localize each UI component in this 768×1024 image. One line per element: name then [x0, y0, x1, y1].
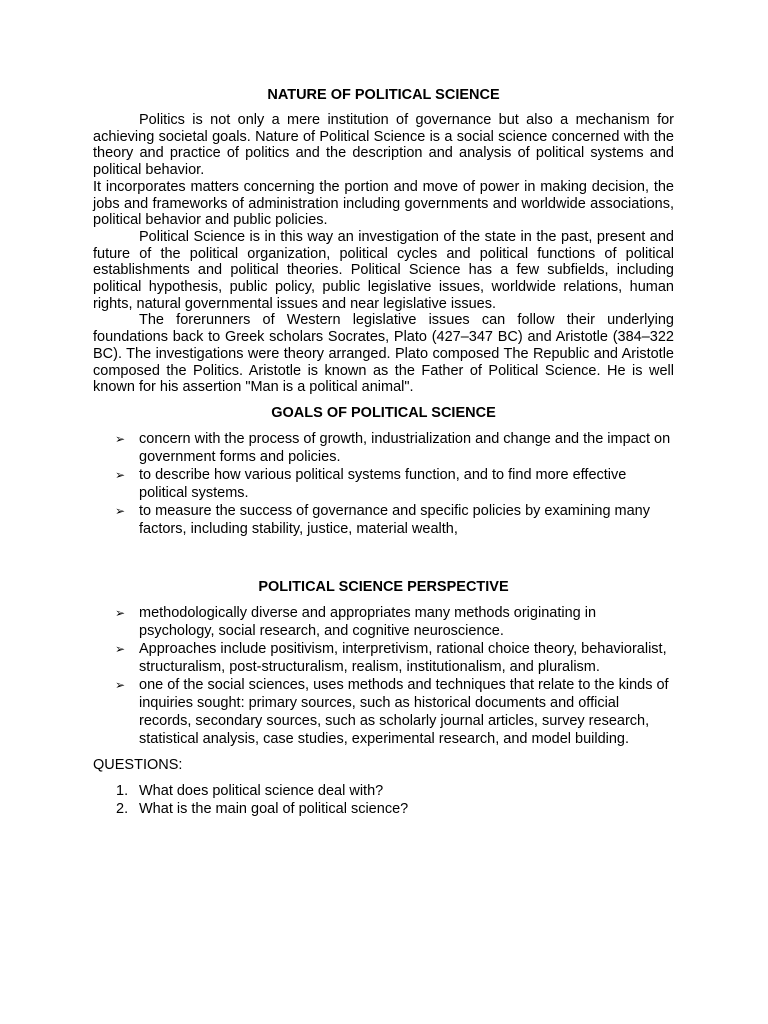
document-page [93, 86, 674, 818]
paragraph-power: It incorporates matters concerning the portion and move of power in making decision, the jobs and frameworks of administration including governments and worldwide associations, political behavior and public policies. [93, 178, 674, 229]
goals-item: ➢ to measure the success of governance and specific policies by examining many factors, including stability, justice, material wealth, [115, 502, 650, 537]
question-item: 1. What does political science deal with? [116, 782, 384, 799]
questions-label: QUESTIONS: [93, 756, 183, 773]
goals-item: ➢ concern with the process of growth, industrialization and change and the impact on government forms and policies. [115, 430, 671, 465]
arrow-bullet-icon: ➢ [115, 641, 126, 656]
goals-list [93, 430, 674, 538]
arrow-bullet-icon: ➢ [115, 677, 126, 692]
goals-item: ➢ to describe how various political systems function, and to find more effective political systems. [115, 466, 627, 501]
question-item: 2. What is the main goal of political science? [116, 800, 409, 817]
questions-list [93, 782, 674, 818]
paragraph-history: The forerunners of Western legislative issues can follow their underlying foundations back to Greek scholars Socrates, Plato (427–347 BC) and Aristotle (384–322 BC). The investigations were theory arranged. Plato composed The Republic and Aristotle composed the Politics. Aristotle is known as the Father of Political Science. He is well known for his assertion "Man is a political animal". [93, 312, 674, 396]
page-title: NATURE OF POLITICAL SCIENCE [267, 87, 500, 103]
perspective-item: ➢ methodologically diverse and appropriates many methods originating in psychology, social research, and cognitive neuroscience. [115, 604, 597, 639]
perspective-list [93, 604, 674, 748]
arrow-bullet-icon: ➢ [115, 431, 126, 446]
arrow-bullet-icon: ➢ [115, 503, 126, 518]
paragraph-intro: Politics is not only a mere institution of governance but also a mechanism for achieving societal goals. Nature of Political Science is a social science concerned with the theory and practice of politics and the description and analysis of political systems and political behavior. [93, 112, 674, 179]
perspective-item: ➢ Approaches include positivism, interpretivism, rational choice theory, behavioralist, structuralism, post-structuralism, realism, institutionalism, and pluralism. [115, 640, 667, 675]
perspective-heading: POLITICAL SCIENCE PERSPECTIVE [258, 578, 509, 595]
perspective-item: ➢ one of the social sciences, uses methods and techniques that relate to the kinds of inquiries sought: primary sources, such as historical documents and official records, secondary sources, such as scholarly journal articles, survey research, statistical analysis, case studies, experimental research, and model building. [115, 676, 669, 747]
goals-heading: GOALS OF POLITICAL SCIENCE [271, 404, 496, 421]
arrow-bullet-icon: ➢ [115, 467, 126, 482]
paragraph-investigation: Political Science is in this way an investigation of the state in the past, present and future of the political organization, political cycles and political functions of political establishments and political theories. Political Science has a few subfields, including political hypothesis, public policy, public legislative issues, worldwide relations, human rights, natural governmental issues and near legislative issues. [93, 228, 674, 312]
arrow-bullet-icon: ➢ [115, 605, 126, 620]
